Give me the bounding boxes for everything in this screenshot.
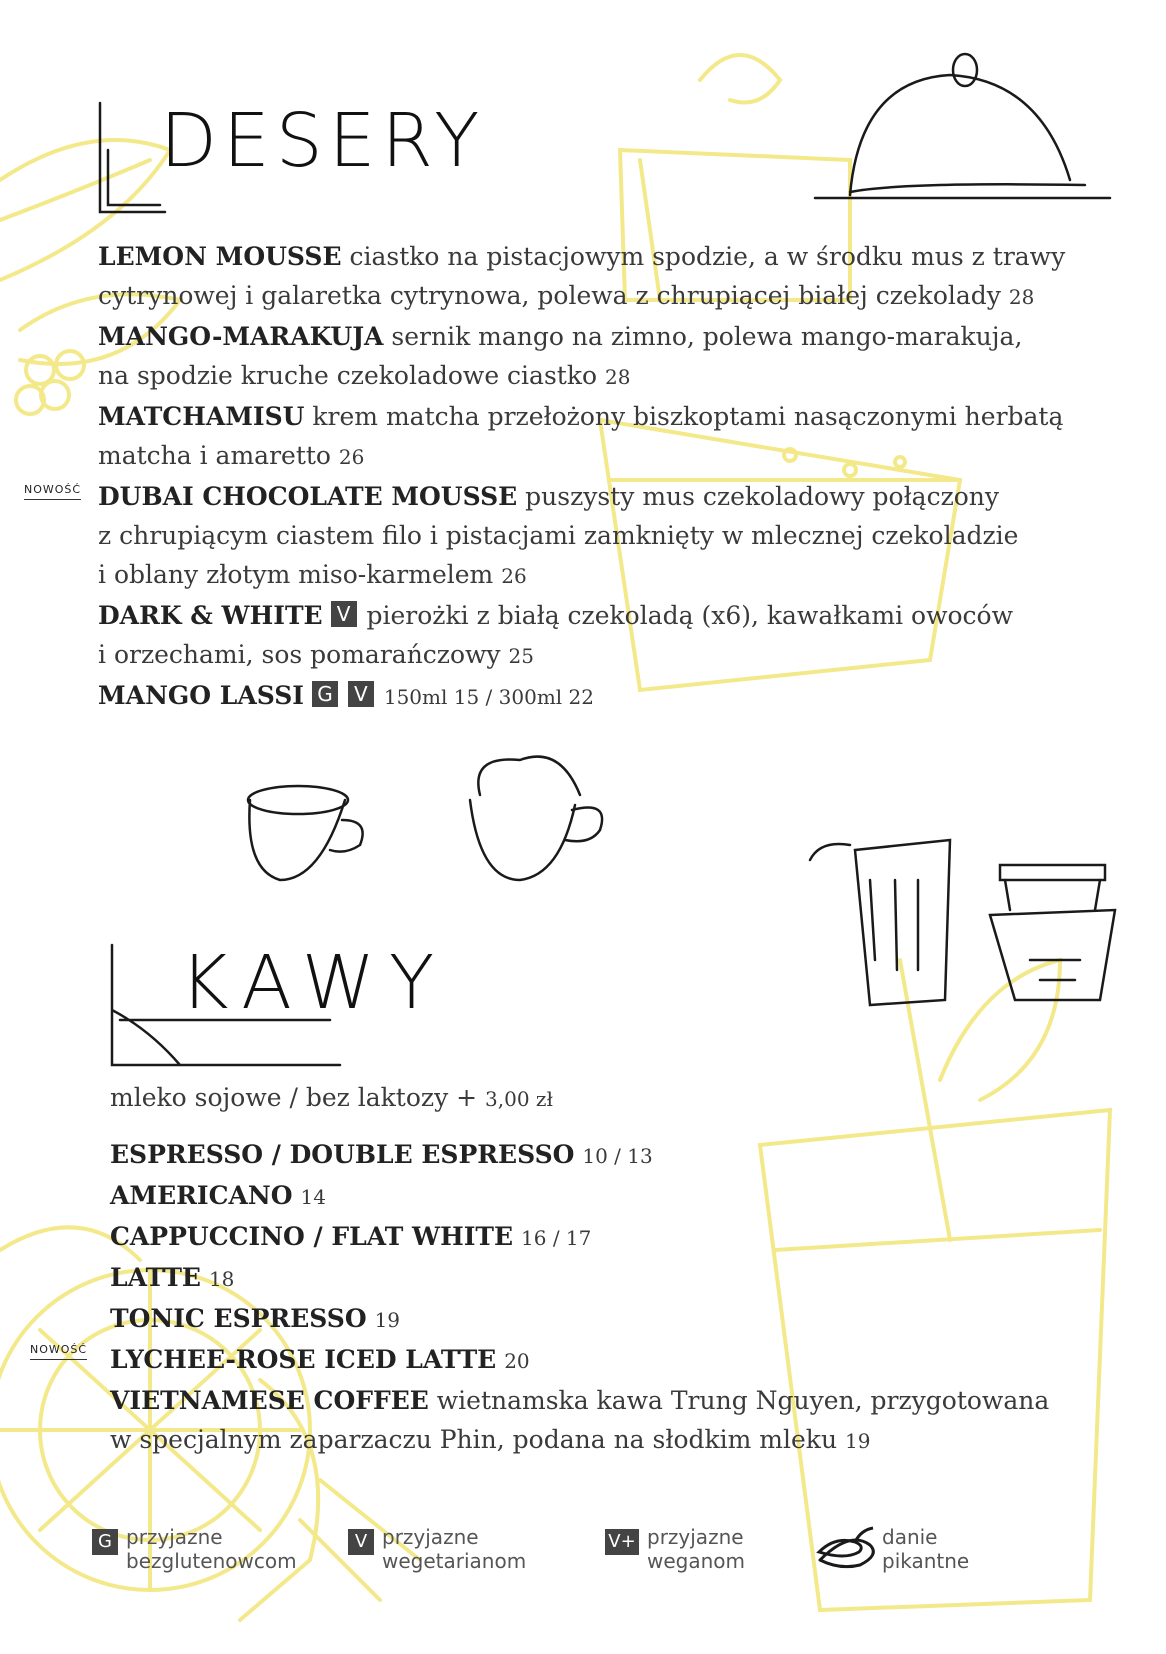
coffee-price: 19: [374, 1308, 401, 1332]
milk-note-price: 3,00 zł: [485, 1087, 553, 1111]
legend-label: wegetarianom: [382, 1549, 527, 1573]
vegan-badge: V+: [605, 1529, 639, 1555]
dessert-item-cont: [98, 555, 1098, 596]
dessert-description: i orzechami, sos pomarańczowy: [98, 640, 501, 669]
dessert-price: 25: [508, 644, 534, 668]
dessert-item-cont: [98, 436, 1098, 477]
coffee-name: LATTE: [110, 1263, 201, 1292]
gluten-free-badge: G: [312, 681, 338, 707]
chili-icon: [815, 1522, 877, 1562]
dessert-item: [98, 596, 1098, 635]
coffee-price: 19: [845, 1429, 871, 1453]
coffee-item: [110, 1381, 1100, 1420]
dessert-item: [98, 676, 1098, 717]
coffee-item-cont: [110, 1420, 1100, 1461]
coffee-name: AMERICANO: [110, 1181, 293, 1210]
dessert-item-cont: [98, 635, 1098, 676]
dessert-price: 26: [338, 445, 365, 469]
coffee-description: w specjalnym zaparzaczu Phin, podana na słodkim mleku: [110, 1425, 838, 1454]
dessert-item-cont: [98, 356, 1098, 397]
coffee-price: 20: [504, 1349, 530, 1373]
legend-label: weganom: [647, 1549, 746, 1573]
legend-label: bezglutenowcom: [126, 1549, 297, 1573]
new-label: NOWOŚĆ: [30, 1343, 88, 1356]
vegetarian-badge: V: [331, 601, 357, 627]
dessert-name: DARK & WHITE: [98, 601, 323, 630]
vegetarian-badge: V: [348, 681, 374, 707]
coffee-name: CAPPUCCINO / FLAT WHITE: [110, 1222, 514, 1251]
milk-note-text: mleko sojowe / bez laktozy +: [110, 1083, 478, 1112]
coffee-item: [110, 1340, 1100, 1381]
dessert-description: cytrynowej i galaretka cytrynowa, polewa z chrupiącej białej czekolady: [98, 281, 1001, 310]
vegetarian-badge: V: [348, 1529, 374, 1555]
legend-spicy: [882, 1525, 969, 1573]
new-label: NOWOŚĆ: [24, 483, 82, 496]
dessert-description: z chrupiącym ciastem filo i pistacjami zamknięty w mlecznej czekoladzie: [98, 521, 1019, 550]
coffee-price: 14: [300, 1185, 326, 1209]
dessert-name: DUBAI CHOCOLATE MOUSSE: [98, 482, 518, 511]
dessert-price: 28: [605, 365, 631, 389]
legend-label: przyjazne: [126, 1525, 223, 1549]
dessert-item: [98, 477, 1098, 516]
dessert-item: [98, 237, 1098, 276]
dessert-name: MANGO-MARAKUJA: [98, 322, 384, 351]
coffee-name: LYCHEE-ROSE ICED LATTE: [110, 1345, 497, 1374]
legend-gluten-free: [92, 1525, 297, 1573]
coffee-item: [110, 1217, 1100, 1258]
coffee-item: [110, 1135, 1100, 1176]
coffee-description: wietnamska kawa Trung Nguyen, przygotowana: [436, 1386, 1050, 1415]
dessert-description: matcha i amaretto: [98, 441, 331, 470]
dessert-description: pierożki z białą czekoladą (x6), kawałkami owoców: [366, 601, 1013, 630]
dessert-price: 26: [501, 564, 527, 588]
coffee-item: [110, 1258, 1100, 1299]
legend-vegetarian: [348, 1525, 526, 1573]
coffee-price: 16 / 17: [521, 1226, 592, 1250]
dessert-description: na spodzie kruche czekoladowe ciastko: [98, 361, 598, 390]
dessert-name: MATCHAMISU: [98, 402, 305, 431]
dessert-description: krem matcha przełożony biszkoptami nasączonymi herbatą: [312, 402, 1064, 431]
coffee-item: [110, 1299, 1100, 1340]
dessert-item-cont: [98, 276, 1098, 317]
dessert-name: LEMON MOUSSE: [98, 242, 342, 271]
legend-vegan: [605, 1525, 745, 1573]
desserts-list: [98, 237, 1098, 717]
dessert-item: [98, 397, 1098, 436]
dessert-description: i oblany złotym miso-karmelem: [98, 560, 494, 589]
dessert-item: [98, 317, 1098, 356]
coffee-name: VIETNAMESE COFFEE: [110, 1386, 429, 1415]
dessert-description: puszysty mus czekoladowy połączony: [525, 482, 1000, 511]
coffee-price: 10 / 13: [582, 1144, 653, 1168]
kawy-title: KAWY: [180, 940, 449, 1026]
dessert-price: 28: [1008, 285, 1035, 309]
coffees-list: [110, 1135, 1100, 1461]
legend-label: przyjazne: [647, 1525, 744, 1549]
dessert-item-cont: [98, 516, 1098, 555]
dessert-description: sernik mango na zimno, polewa mango-marakuja,: [391, 322, 1023, 351]
desery-title: DESERY: [160, 98, 486, 184]
coffee-item: [110, 1176, 1100, 1217]
legend-label: danie: [882, 1525, 938, 1549]
milk-note: [110, 1083, 553, 1112]
coffee-name: ESPRESSO / DOUBLE ESPRESSO: [110, 1140, 575, 1169]
gluten-free-badge: G: [92, 1529, 118, 1555]
legend-label: pikantne: [882, 1549, 970, 1573]
dessert-price: 150ml 15 / 300ml 22: [383, 685, 594, 709]
dessert-name: MANGO LASSI: [98, 681, 304, 710]
coffee-name: TONIC ESPRESSO: [110, 1304, 367, 1333]
legend-label: przyjazne: [382, 1525, 479, 1549]
coffee-price: 18: [208, 1267, 235, 1291]
dessert-description: ciastko na pistacjowym spodzie, a w środku mus z trawy: [349, 242, 1066, 271]
